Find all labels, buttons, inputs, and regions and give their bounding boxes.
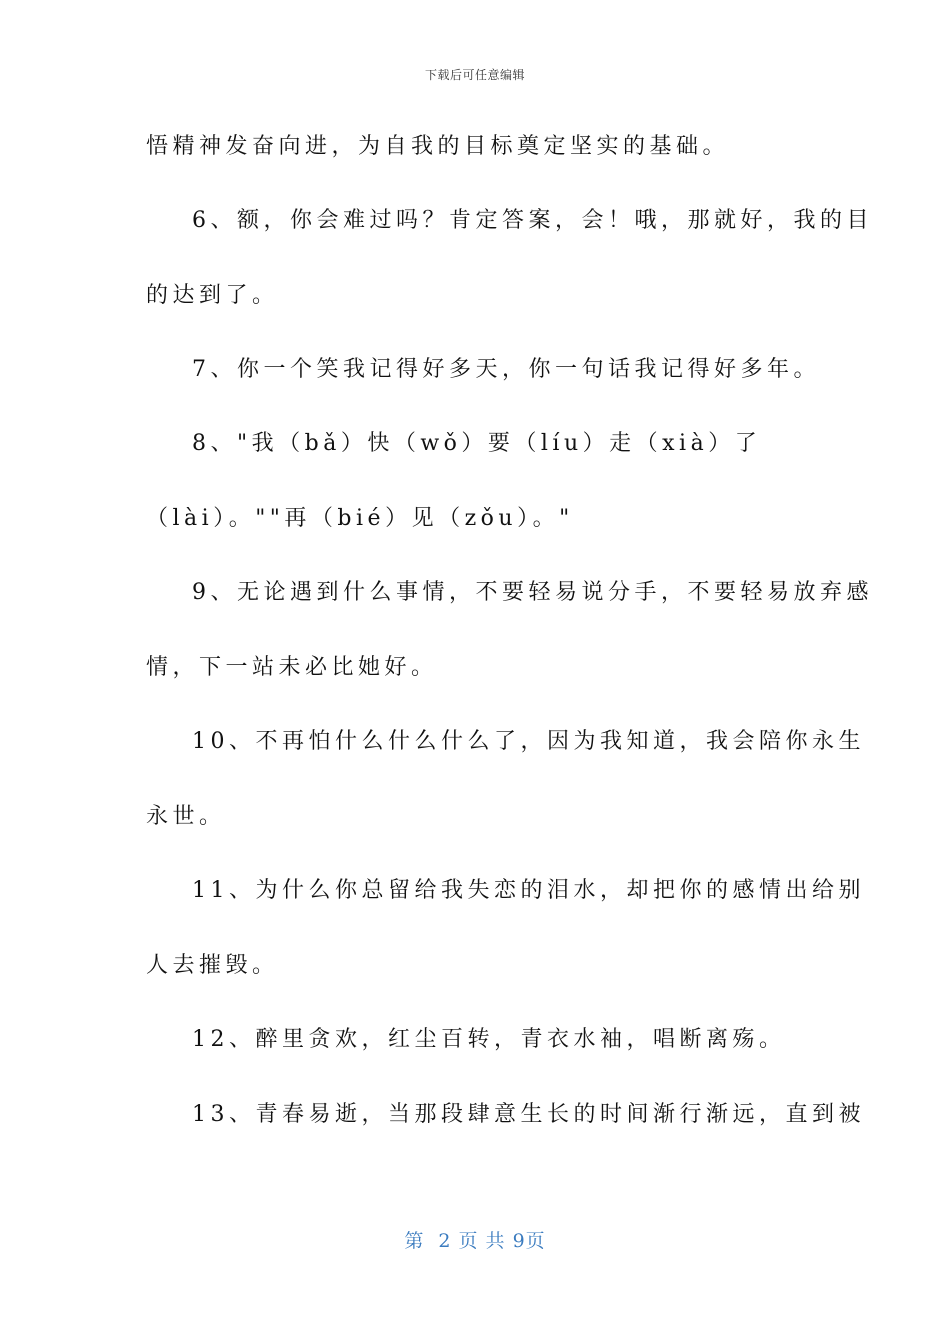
text-line: 情，下一站未必比她好。 (146, 655, 438, 680)
page-header: 下载后可任意编辑 (424, 68, 525, 82)
text-line: 7、你一个笑我记得好多天，你一句话我记得好多年。 (192, 357, 820, 382)
text-line: 永世。 (146, 804, 226, 829)
text-line: 的达到了。 (146, 283, 279, 308)
text-line: 9、无论遇到什么事情，不要轻易说分手，不要轻易放弃感 (192, 580, 873, 605)
text-line: 13、青春易逝，当那段肆意生长的时间渐行渐远，直到被 (192, 1102, 865, 1127)
text-line: 人去摧毁。 (146, 953, 279, 978)
page-footer-page-number: 第 2 页 共 9页 (404, 1230, 546, 1252)
text-line: 8、"我（bǎ）快（wǒ）要（líu）走（xià）了 (192, 431, 762, 456)
text-line: 悟精神发奋向进，为自我的目标奠定坚实的基础。 (146, 134, 730, 159)
text-line: 10、不再怕什么什么什么了，因为我知道，我会陪你永生 (192, 729, 865, 754)
text-line: （lài）。""再（bié）见（zǒu）。" (146, 506, 574, 531)
text-line: 12、醉里贪欢，红尘百转，青衣水袖，唱断离殇。 (192, 1027, 786, 1052)
text-line: 11、为什么你总留给我失恋的泪水，却把你的感情出给别 (192, 878, 865, 903)
text-line: 6、额，你会难过吗？肯定答案，会！哦，那就好，我的目 (192, 208, 873, 233)
